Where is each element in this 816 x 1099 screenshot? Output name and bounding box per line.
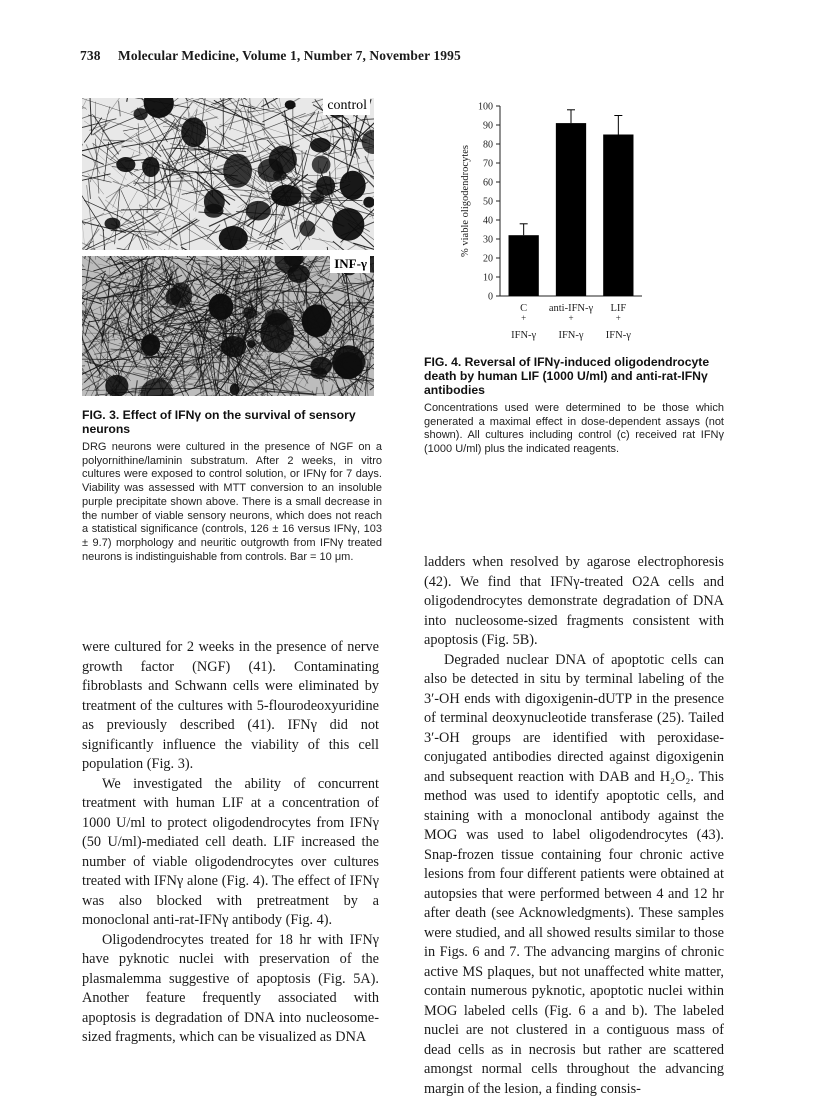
y-tick-label: 70	[483, 159, 493, 170]
figure3-caption: DRG neurons were cultured in the presence of NGF on a polyornithine/laminin substratum. After 2 weeks, in vitro cultures were exposed to control solution, or IFNγ for 7 days. Viability was assessed with MTT conversion to an insoluble purple precipitate shown above. There is a small decrease in the number of viable sensory neurons, which does not reach a statistical significance (controls, 126 ± 16 versus IFNγ, 103 ± 9.7) morphology and neuritic outgrowth from IFNγ treated neurons is indistinguishable from controls. Bar = 10 μm.	[82, 441, 382, 564]
page-number: 738	[80, 48, 101, 63]
y-tick-label: 10	[483, 273, 493, 284]
bar	[603, 135, 633, 297]
y-tick-label: 60	[483, 178, 493, 189]
x-tick-plus: +	[521, 313, 526, 323]
paragraph: We investigated the ability of concurrent treatment with human LIF at a concentration of 1000 U/ml to protect oligodendrocytes from IFNγ (50 U/ml)-mediated cell death. LIF increased the number of viable oligodendrocytes over cultures treated with IFNγ alone (Fig. 4). The effect of IFNγ was also blocked with pretreatment by a monoclonal anti-rat-IFNγ antibody (Fig. 4).	[82, 775, 379, 931]
y-tick-label: 20	[483, 254, 493, 265]
y-axis-label: % viable oligodendrocytes	[460, 145, 471, 257]
micrograph-control-label: control	[323, 98, 370, 115]
figure4-caption: Concentrations used were determined to be those which generated a maximal effect in dose-dependent assays (not shown). All cultures including control (c) received rat IFNγ (1000 U/ml) plus the indicated reagents.	[424, 402, 724, 457]
micrograph-ifn-label: INF-γ	[330, 256, 370, 273]
y-tick-label: 80	[483, 140, 493, 151]
micrograph-control	[82, 98, 374, 250]
y-tick-label: 100	[478, 102, 493, 113]
x-tick-label: C	[520, 303, 527, 314]
micrograph-control-image	[82, 98, 374, 250]
bar	[509, 235, 539, 296]
paragraph: Oligodendrocytes treated for 18 hr with IFNγ have pyknotic nuclei with preservation of the plasmalemma suggestive of apoptosis (Fig. 5A). Another feature frequently associated with apoptosis is degradation of DNA into nucleosome-sized fragments, which can be visualized as DNA	[82, 931, 379, 1048]
paragraph: were cultured for 2 weeks in the presence of nerve growth factor (NGF) (41). Contaminating fibroblasts and Schwann cells were eliminated by treatment of the cultures with 5-flourodeoxyuridine as previously described (41). IFNγ did not significantly influence the viability of this cell population (Fig. 3).	[82, 638, 379, 775]
body-column-right	[424, 553, 724, 1099]
journal-citation: Molecular Medicine, Volume 1, Number 7, November 1995	[118, 48, 461, 63]
figure4-bar-chart	[452, 96, 692, 346]
figure3-title: FIG. 3. Effect of IFNγ on the survival of sensory neurons	[82, 408, 382, 436]
micrograph-ifn-image	[82, 256, 374, 396]
paragraph: ladders when resolved by agarose electrophoresis (42). We find that IFNγ-treated O2A cells and oligodendrocytes demonstrate degradation of DNA into nucleosome-sized fragments consistent with apoptosis (Fig. 5B).	[424, 553, 724, 651]
y-tick-label: 50	[483, 197, 493, 208]
running-header	[80, 48, 740, 64]
x-tick-sublabel: IFN-γ	[511, 330, 536, 341]
y-tick-label: 90	[483, 121, 493, 132]
micrograph-ifn	[82, 256, 374, 396]
body-column-left	[82, 638, 379, 1048]
figure4-title: FIG. 4. Reversal of IFNγ-induced oligodendrocyte death by human LIF (1000 U/ml) and anti-rat-IFNγ antibodies	[424, 355, 724, 397]
bar	[556, 123, 586, 296]
x-tick-plus: +	[616, 313, 621, 323]
y-tick-label: 0	[488, 292, 493, 303]
y-tick-label: 40	[483, 216, 493, 227]
x-tick-label: LIF	[610, 303, 626, 314]
y-tick-label: 30	[483, 235, 493, 246]
x-tick-sublabel: IFN-γ	[558, 330, 583, 341]
x-tick-sublabel: IFN-γ	[606, 330, 631, 341]
paragraph: Degraded nuclear DNA of apoptotic cells can also be detected in situ by terminal labeling of the 3′-OH ends with digoxigenin-dUTP in the presence of terminal deoxynucleotide transferase (25). Tailed 3′-OH groups are identified with peroxidase-conjugated antibodies directed against digoxigenin and subsequent reaction with DAB and H₂O₂. This method was used to identify apoptotic cells, and staining with a monoclonal antibody against the MOG was used to label oligodendrocytes (43). Snap-frozen tissue containing four chronic active lesions from four different patients were obtained at autopsies that were performed between 4 and 12 hr after death (see Acknowledgments). These samples were studied, and all showed results similar to those in Figs. 6 and 7. The advancing margins of chronic active MS plaques, but not unaffected white matter, contain numerous pyknotic, apoptotic nuclei within MOG labeled cells (Fig. 6 a and b). The labeled nuclei are not clustered in a contiguous mass of dead cells as in necrosis but rather are scattered amongst normal cells throughout the advancing margin of the lesion, a finding consis-	[424, 651, 724, 1099]
x-tick-plus: +	[568, 313, 573, 323]
x-tick-label: anti-IFN-γ	[549, 303, 594, 314]
